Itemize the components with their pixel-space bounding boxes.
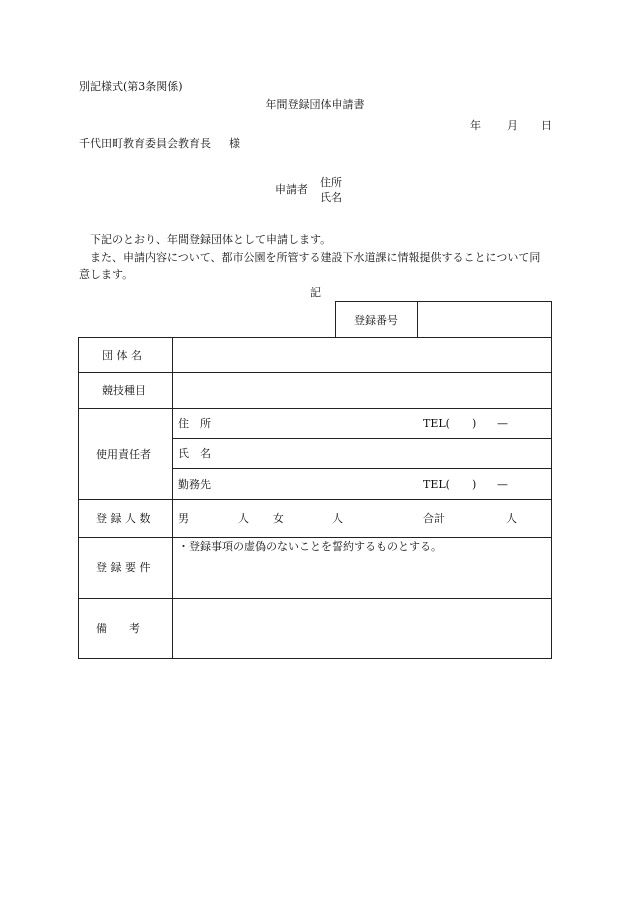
registration-number-label: 登録番号 bbox=[354, 314, 398, 327]
female-unit: 人 bbox=[332, 512, 343, 525]
remarks-label: 備 考 bbox=[96, 622, 140, 635]
body-paragraph-2: また、申請内容について、都市公園を所管する建設下水道課に情報提供することについて同意します。 bbox=[79, 251, 541, 281]
total-unit: 人 bbox=[506, 512, 517, 525]
members-label: 登 録 人 数 bbox=[96, 512, 151, 525]
total-label: 合計 bbox=[423, 512, 445, 525]
sport-label: 競技種目 bbox=[102, 384, 146, 397]
addressee-honorific: 様 bbox=[229, 137, 240, 150]
responsible-person-label: 使用責任者 bbox=[96, 448, 151, 461]
workplace-tel-dash: — bbox=[497, 478, 508, 491]
ki-heading: 記 bbox=[310, 286, 321, 299]
responsible-address-label: 住 所 bbox=[178, 417, 211, 430]
address-tel-label: TEL( ) bbox=[423, 417, 477, 430]
page-title: 年間登録団体申請書 bbox=[265, 98, 365, 111]
responsible-name-label: 氏 名 bbox=[178, 447, 211, 460]
female-label: 女 bbox=[273, 512, 284, 525]
requirement-text: ・登録事項の虚偽のないことを誓約するものとする。 bbox=[178, 540, 442, 553]
date-year-label: 年 bbox=[470, 119, 481, 132]
workplace-label: 勤務先 bbox=[178, 478, 211, 491]
male-label: 男 bbox=[178, 512, 189, 525]
body-paragraph-1: 下記のとおり、年間登録団体として申請します。 bbox=[90, 233, 332, 246]
applicant-name-label: 氏名 bbox=[320, 191, 342, 204]
applicant-address-label: 住所 bbox=[320, 176, 342, 189]
date-month-label: 月 bbox=[507, 119, 518, 132]
group-name-label: 団 体 名 bbox=[102, 349, 142, 362]
male-unit: 人 bbox=[238, 512, 249, 525]
addressee bbox=[79, 138, 240, 149]
workplace-tel-label: TEL( ) bbox=[423, 478, 477, 491]
form-reference: 別記様式(第3条関係) bbox=[79, 80, 183, 93]
requirements-label: 登 録 要 件 bbox=[96, 561, 151, 574]
addressee-name: 千代田町教育委員会教育長 bbox=[79, 137, 211, 150]
date-day-label: 日 bbox=[541, 119, 552, 132]
applicant-label: 申請者 bbox=[275, 183, 308, 196]
address-tel-dash: — bbox=[497, 417, 508, 430]
